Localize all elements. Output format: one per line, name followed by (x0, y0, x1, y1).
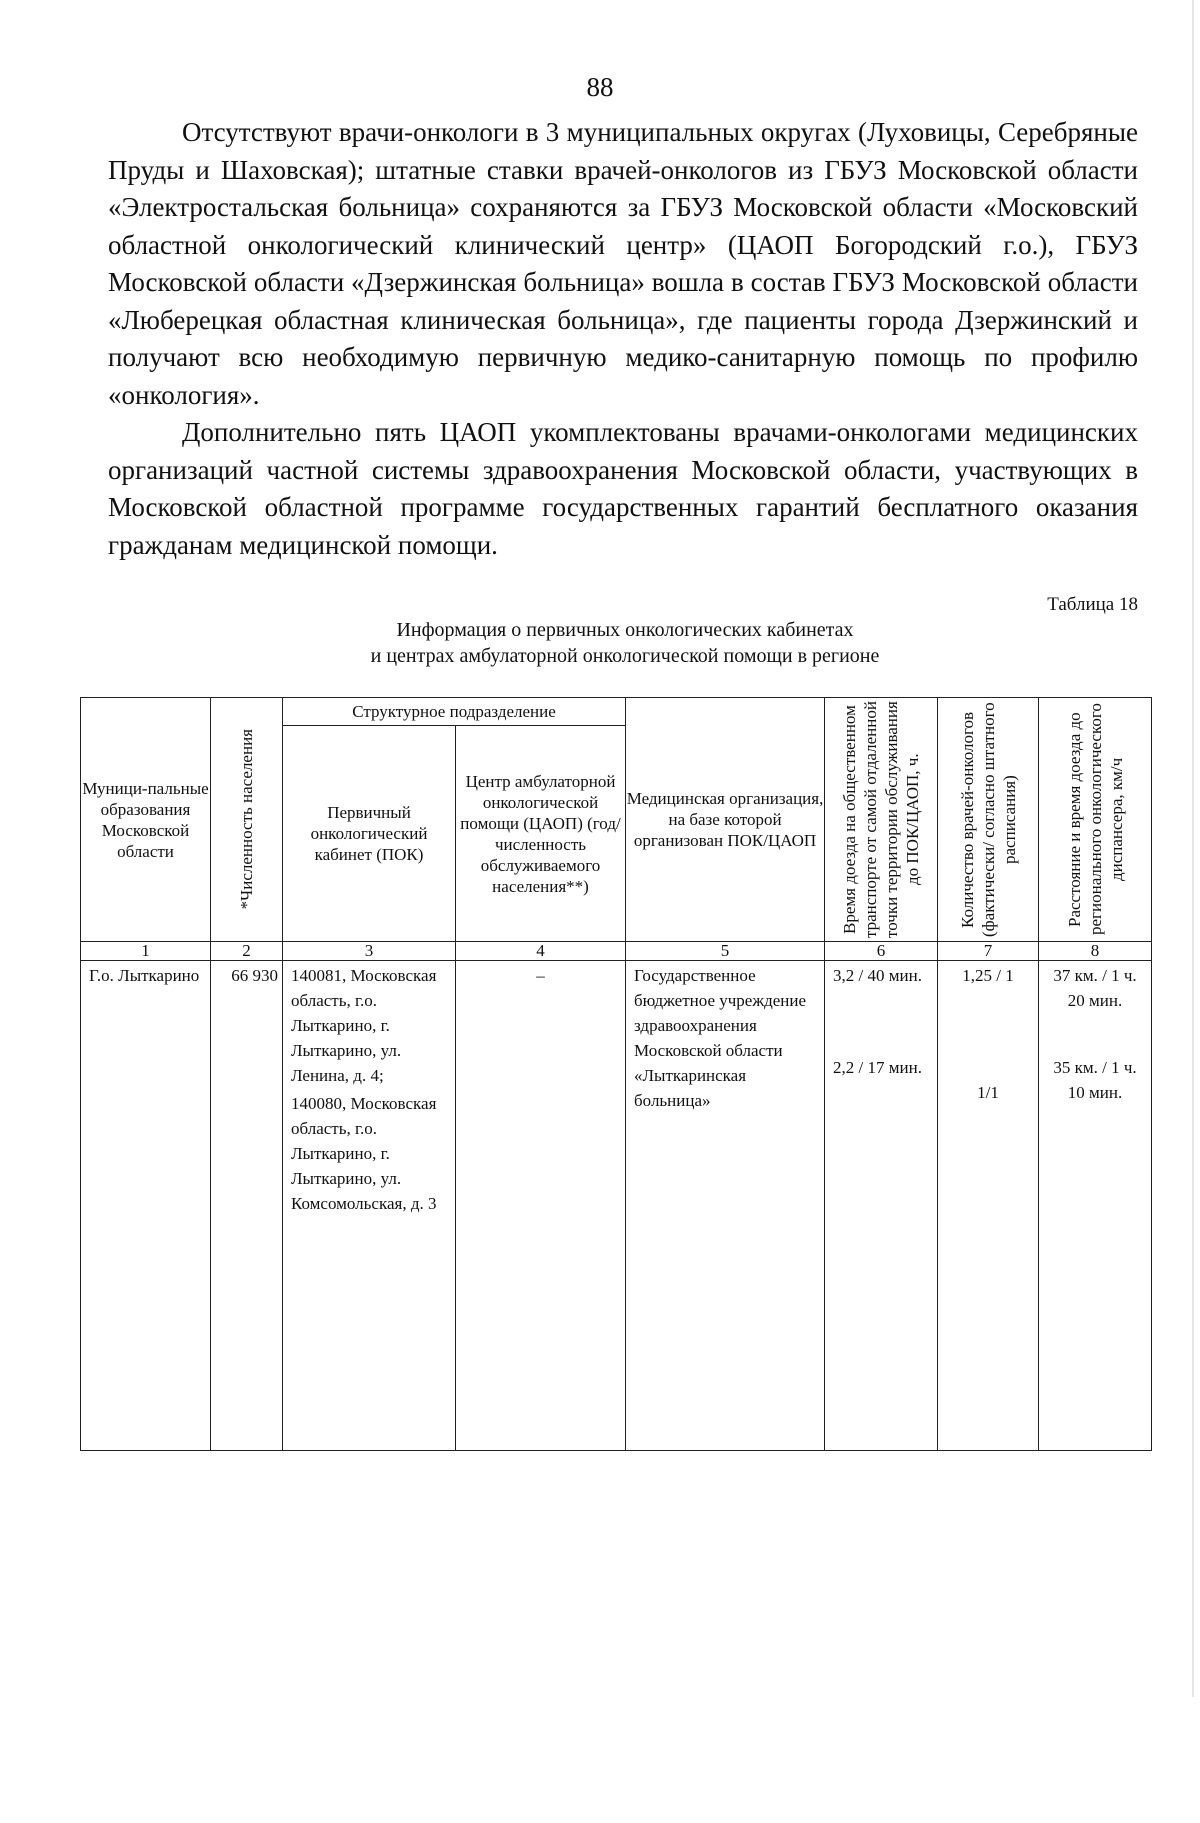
column-number: 3 (283, 942, 456, 961)
doctors-1: 1,25 / 1 (962, 966, 1014, 985)
table-title-line-2: и центрах амбулаторной онкологической помощи в регионе (370, 645, 880, 667)
column-number: 4 (456, 942, 626, 961)
header-structural-unit: Структурное подразделение (283, 698, 626, 726)
column-number: 8 (1039, 942, 1152, 961)
header-caop: Центр амбулаторной онкологической помощи (ЦАОП) (год/ численность обслуживаемого населения**) (456, 726, 626, 942)
cell-pok (283, 961, 456, 1451)
table-title (0, 617, 1200, 669)
pok-address-2: 140080, Московская область, г.о. Лыткарино, г. Лыткарино, ул. Комсомольская, д. 3 (291, 1094, 437, 1213)
body-text (108, 114, 1138, 564)
travel-time-1: 3,2 / 40 мин. (833, 966, 922, 985)
header-pok: Первичный онкологический кабинет (ПОК) (283, 726, 456, 942)
column-number: 7 (938, 942, 1039, 961)
cell-population: 66 930 (211, 961, 283, 1451)
cell-doctors (938, 961, 1039, 1451)
header-doctors-count: Количество врачей-онкологов (фактически/ согласно штатного расписания) (938, 698, 1039, 942)
column-number: 6 (825, 942, 938, 961)
table-row (81, 961, 1152, 1451)
header-row-1 (81, 698, 1152, 726)
cell-organization: Государственное бюджетное учреждение здравоохранения Московской области «Лыткаринская больница» (626, 961, 825, 1451)
info-table (80, 697, 1152, 1451)
distance-1: 37 км. / 1 ч. 20 мин. (1053, 966, 1137, 1010)
cell-caop: – (456, 961, 626, 1451)
table-label: Таблица 18 (1047, 594, 1138, 615)
column-number: 1 (81, 942, 211, 961)
cell-municipality: Г.о. Лыткарино (81, 961, 211, 1451)
distance-2: 35 км. / 1 ч. 10 мин. (1053, 1058, 1137, 1102)
pok-address-1: 140081, Московская область, г.о. Лыткарино, г. Лыткарино, ул. Ленина, д. 4; (291, 966, 437, 1085)
doctors-2: 1/1 (977, 1083, 999, 1102)
column-number: 2 (211, 942, 283, 961)
column-number: 5 (626, 942, 825, 961)
header-population: *Численность населения (211, 698, 283, 942)
page-number: 88 (586, 72, 614, 102)
paragraph-1: Отсутствуют врачи-онкологи в 3 муниципальных округах (Луховицы, Серебряные Пруды и Шаховская); штатные ставки врачей-онкологов из ГБУЗ Московской области «Электростальская больница» сохраняются за ГБУЗ Московской области «Московский областной онкологический клинический центр» (ЦАОП Богородский г.о.), ГБУЗ Московской области «Дзержинская больница» вошла в состав ГБУЗ Московской области «Люберецкая областная клиническая больница», где пациенты города Дзержинский и получают всю необходимую первичную медико-санитарную помощь по профилю «онкология». (108, 117, 1138, 410)
cell-travel-time (825, 961, 938, 1451)
scan-edge-line (1192, 0, 1194, 1697)
header-organization: Медицинская организация, на базе которой организован ПОК/ЦАОП (626, 698, 825, 942)
table-title-line-1: Информация о первичных онкологических кабинетах (396, 619, 854, 641)
header-distance: Расстояние и время доезда до регионального онкологического диспансера, км/ч (1039, 698, 1152, 942)
travel-time-2: 2,2 / 17 мин. (833, 1058, 922, 1077)
header-municipality: Муници-пальные образования Московской области (81, 698, 211, 942)
paragraph-2: Дополнительно пять ЦАОП укомплектованы врачами-онкологами медицинских организаций частной системы здравоохранения Московской области, участвующих в Московской областной программе государственных гарантий бесплатного оказания гражданам медицинской помощи. (108, 417, 1138, 560)
column-number-row (81, 942, 1152, 961)
header-travel-time: Время доезда на общественном транспорте от самой отдаленной точки территории обслуживания до ПОК/ЦАОП, ч. (825, 698, 938, 942)
cell-distance (1039, 961, 1152, 1451)
